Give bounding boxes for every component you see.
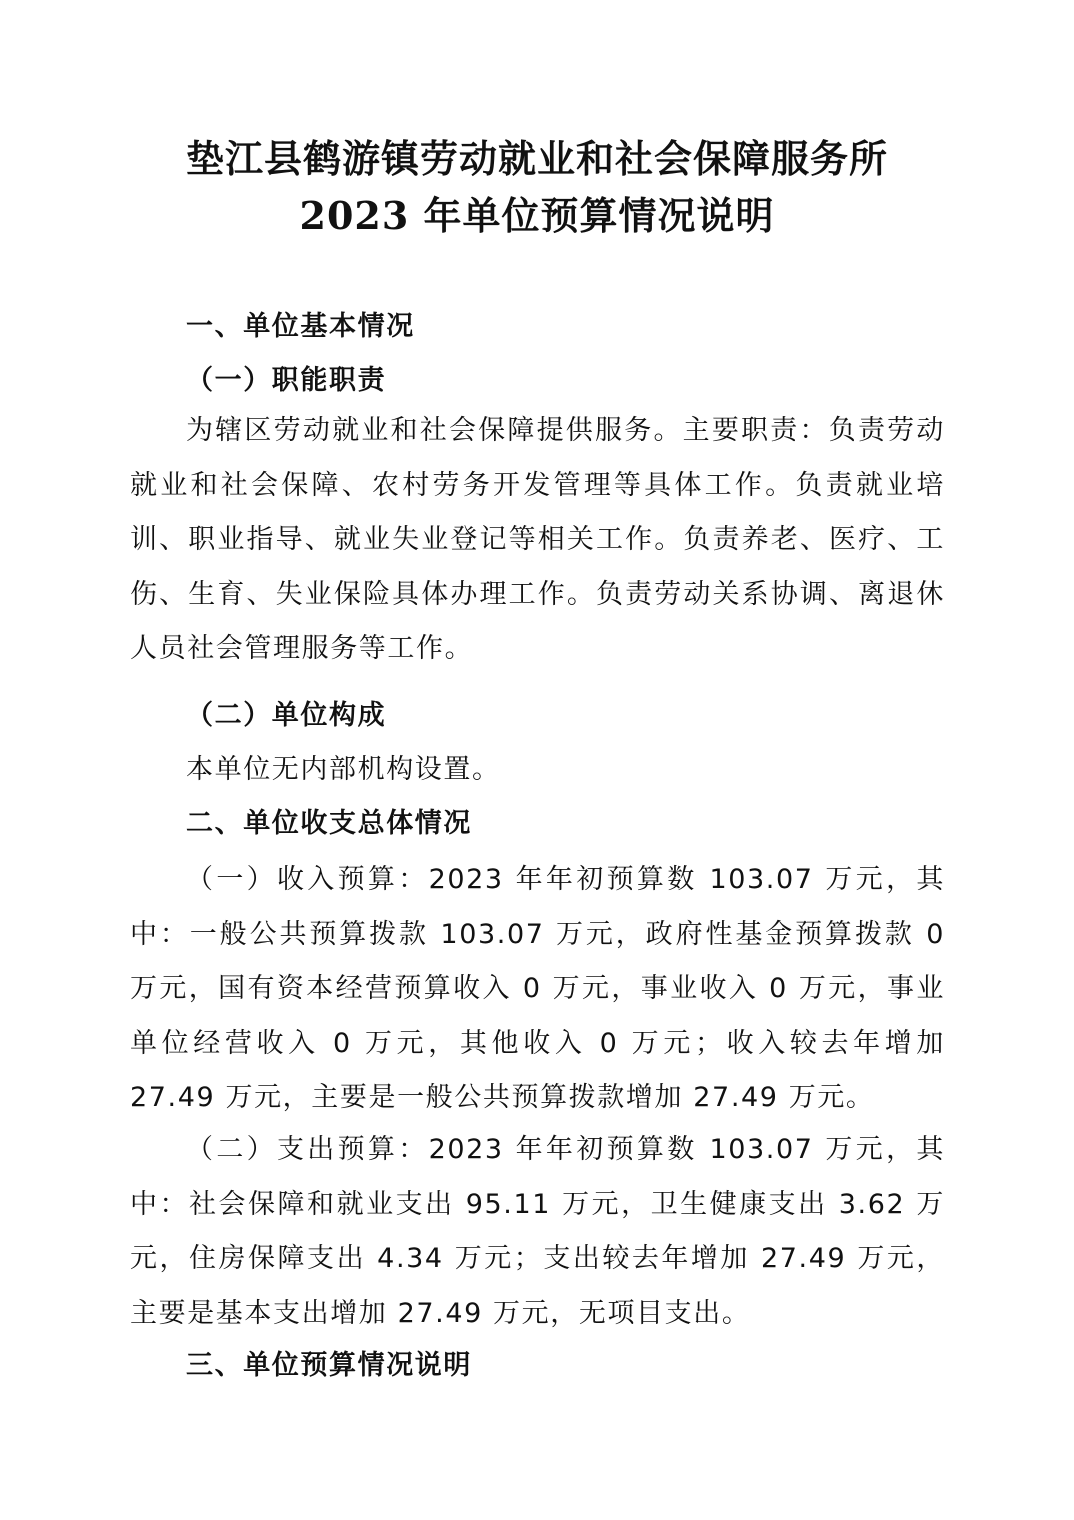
document-title-line-2: 2023 年单位预算情况说明 (299, 193, 775, 238)
section-1-sub-1-heading: （一）职能职责 (186, 365, 387, 396)
section-2-income-paragraph: （一）收入预算：2023 年年初预算数 103.07 万元，其中：一般公共预算拨款 103.07 万元，政府性基金预算拨款 0 万元，国有资本经营预算收入 0 万元，事业收入 0 万元，事业单位经营收入 0 万元，其他收入 0 万元；收入较去年增加 27.49 万元，主要是一般公共预算拨款增加 27.49 万元。 (130, 864, 945, 1113)
section-3-heading: 三、单位预算情况说明 (186, 1350, 472, 1381)
section-1-heading: 一、单位基本情况 (186, 311, 415, 342)
section-2-expense-paragraph: （二）支出预算：2023 年年初预算数 103.07 万元，其中：社会保障和就业支出 95.11 万元，卫生健康支出 3.62 万元，住房保障支出 4.34 万元；支出较去年增加 27.49 万元，主要是基本支出增加 27.49 万元，无项目支出。 (130, 1134, 945, 1329)
section-2-heading: 二、单位收支总体情况 (186, 808, 472, 839)
section-1-structure-paragraph: 本单位无内部机构设置。 (186, 754, 501, 785)
document-title-line-1: 垫江县鹤游镇劳动就业和社会保障服务所 (185, 136, 888, 181)
section-1-duties-paragraph: 为辖区劳动就业和社会保障提供服务。主要职责：负责劳动就业和社会保障、农村劳务开发管理等具体工作。负责就业培训、职业指导、就业失业登记等相关工作。负责养老、医疗、工伤、生育、失业保险具体办理工作。负责劳动关系协调、离退休人员社会管理服务等工作。 (130, 415, 945, 664)
section-1-sub-2-heading: （二）单位构成 (186, 700, 387, 731)
